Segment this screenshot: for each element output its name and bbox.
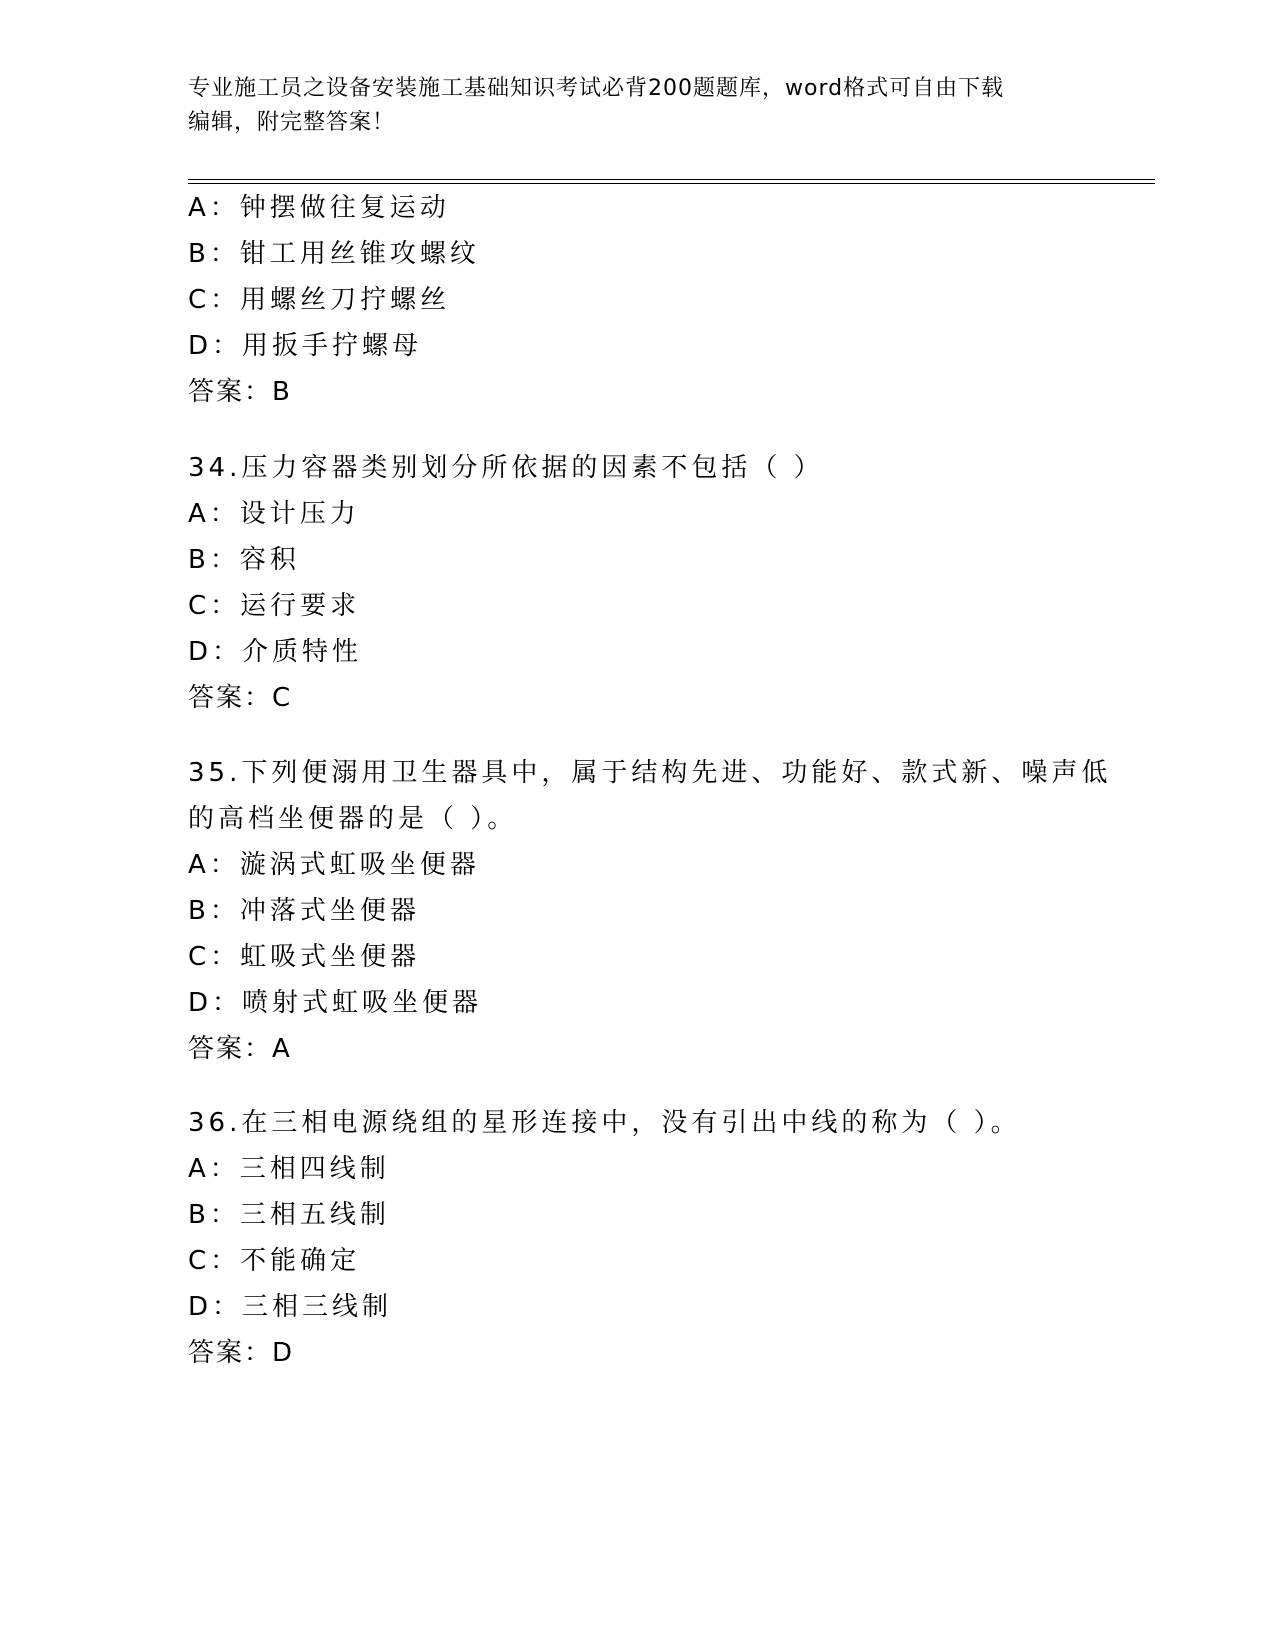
- answer-line: [188, 1026, 1088, 1072]
- header-divider-bottom: [188, 183, 1155, 184]
- answer-value: D: [272, 1338, 294, 1368]
- question-33-block: [188, 185, 1088, 415]
- question-35-block: [188, 750, 1112, 1072]
- answer-label: 答案：: [188, 1034, 273, 1064]
- option-a: A：三相四线制: [188, 1154, 390, 1184]
- option-c: C：运行要求: [188, 591, 361, 621]
- document-header: [188, 72, 1088, 140]
- option-b: B：容积: [188, 545, 300, 575]
- option-b: B：三相五线制: [188, 1200, 390, 1230]
- option-a: A：设计压力: [188, 499, 360, 529]
- answer-line: [188, 675, 1088, 721]
- answer-value: B: [272, 377, 291, 407]
- option-c: C：用螺丝刀拧螺丝: [188, 285, 451, 315]
- answer-label: 答案：: [188, 683, 273, 713]
- answer-value: C: [272, 683, 292, 713]
- option-c: C：不能确定: [188, 1246, 361, 1276]
- answer-line: [188, 1330, 1088, 1376]
- option-c: C：虹吸式坐便器: [188, 942, 421, 972]
- option-a: A：钟摆做往复运动: [188, 193, 450, 223]
- option-b: B：冲落式坐便器: [188, 896, 420, 926]
- answer-label: 答案：: [188, 377, 273, 407]
- header-title-line-2: 编辑，附完整答案！: [188, 110, 396, 135]
- header-divider-top: [188, 179, 1155, 180]
- answer-line: [188, 369, 1088, 415]
- answer-label: 答案：: [188, 1338, 273, 1368]
- question-text-line-2: 的高档坐便器的是（ ）。: [188, 804, 518, 834]
- question-text: 34.压力容器类别划分所依据的因素不包括（ ）: [188, 453, 824, 483]
- question-36-block: [188, 1100, 1088, 1376]
- question-text: 36.在三相电源绕组的星形连接中，没有引出中线的称为（ ）。: [188, 1108, 1021, 1138]
- option-d: D：用扳手拧螺母: [188, 331, 423, 361]
- question-34-block: [188, 445, 1088, 721]
- question-text-line-1: 35.下列便溺用卫生器具中，属于结构先进、功能好、款式新、噪声低: [188, 758, 1112, 788]
- answer-value: A: [272, 1034, 291, 1064]
- header-title-line-1: 专业施工员之设备安装施工基础知识考试必背200题题库，word格式可自由下载: [188, 76, 1005, 101]
- option-d: D：介质特性: [188, 637, 363, 667]
- option-b: B：钳工用丝锥攻螺纹: [188, 239, 480, 269]
- option-d: D：三相三线制: [188, 1292, 393, 1322]
- option-d: D：喷射式虹吸坐便器: [188, 988, 483, 1018]
- option-a: A：漩涡式虹吸坐便器: [188, 850, 480, 880]
